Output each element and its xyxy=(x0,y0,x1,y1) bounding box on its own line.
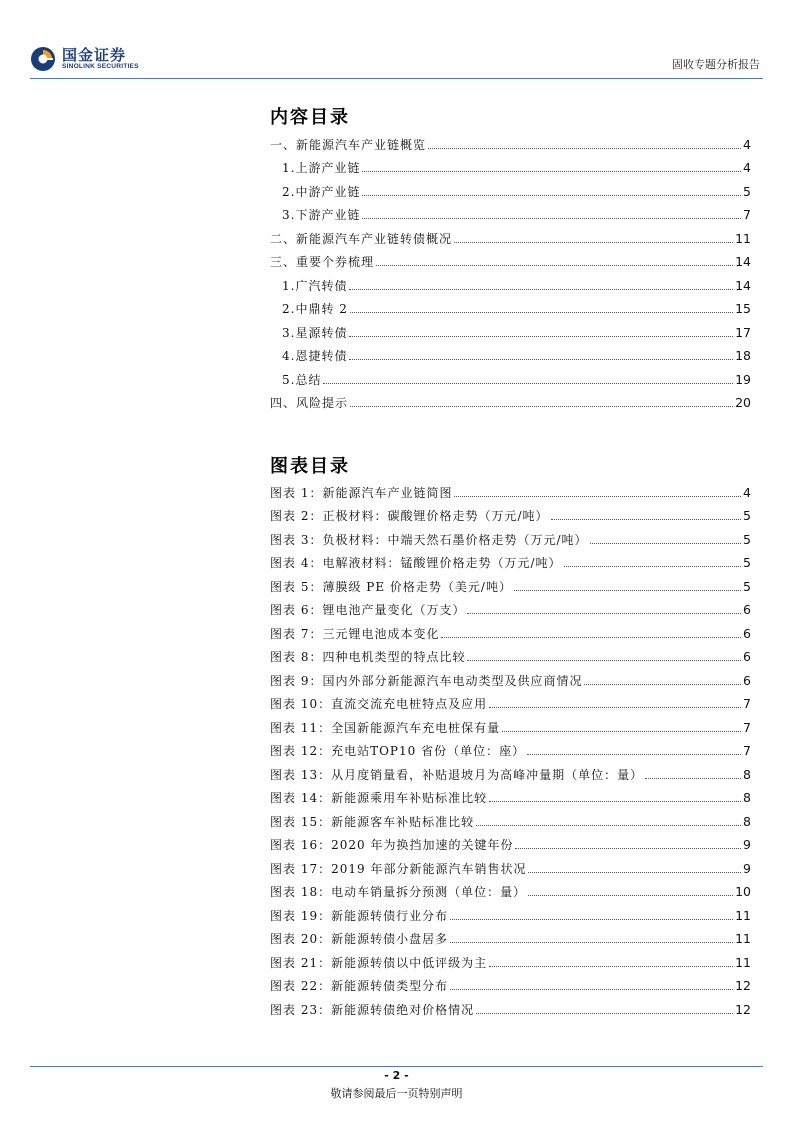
figure-entry-page[interactable]: 6 xyxy=(743,625,751,641)
figure-entry-title[interactable]: 图表 10：直流交流充电桩特点及应用 xyxy=(270,697,488,711)
contents-entry-page[interactable]: 18 xyxy=(735,348,751,363)
figure-entry[interactable] xyxy=(270,477,751,501)
figure-entry-page[interactable]: 9 xyxy=(743,837,751,852)
figure-entry[interactable] xyxy=(270,689,751,713)
figure-entry-title[interactable]: 图表 9：国内外部分新能源汽车电动类型及供应商情况 xyxy=(270,673,583,688)
company-logo xyxy=(30,45,139,73)
figure-entry-page[interactable]: 7 xyxy=(743,696,751,711)
dot-leader xyxy=(450,918,733,920)
figure-entry-page[interactable]: 5 xyxy=(743,555,751,570)
dot-leader xyxy=(450,988,733,990)
figure-entry[interactable] xyxy=(270,783,751,807)
figure-entry-page[interactable]: 6 xyxy=(743,672,751,688)
contents-entry[interactable] xyxy=(270,129,751,153)
figure-entry[interactable] xyxy=(270,947,751,971)
page-header xyxy=(0,0,793,84)
dot-leader xyxy=(349,288,733,290)
dot-leader xyxy=(489,800,741,802)
contents-entry[interactable] xyxy=(270,317,751,341)
contents-entry[interactable] xyxy=(270,176,751,200)
dot-leader xyxy=(590,542,742,544)
contents-entry[interactable] xyxy=(270,294,751,318)
dot-leader xyxy=(467,659,741,661)
contents-entry[interactable] xyxy=(270,364,751,388)
figure-entry[interactable] xyxy=(270,595,751,619)
dot-leader xyxy=(564,565,742,567)
contents-entry-title[interactable]: 一、新能源汽车产业链概览 xyxy=(270,137,427,152)
figure-entry[interactable] xyxy=(270,548,751,572)
dot-leader xyxy=(450,941,733,943)
contents-entry-title[interactable]: 2.中游产业链 xyxy=(282,184,361,199)
logo-english-name: SINOLINK SECURITIES xyxy=(62,63,139,70)
dot-leader xyxy=(489,965,733,967)
figure-entry[interactable] xyxy=(270,830,751,854)
contents-entry-page[interactable]: 19 xyxy=(735,371,751,387)
figure-entry-title[interactable]: 图表 7：三元锂电池成本变化 xyxy=(270,626,440,641)
figure-entry[interactable] xyxy=(270,571,751,595)
contents-entry-page[interactable]: 11 xyxy=(735,230,751,246)
figures-list xyxy=(270,477,751,1018)
contents-entry-title[interactable]: 二、新能源汽车产业链转债概况 xyxy=(270,231,453,246)
contents-title: 内容目录 xyxy=(270,107,350,128)
contents-list xyxy=(270,129,751,411)
dot-leader xyxy=(428,147,741,149)
figure-entry-title[interactable]: 图表 21：新能源转债以中低评级为主 xyxy=(270,955,488,970)
figure-entry-title[interactable]: 图表 14：新能源乘用车补贴标准比较 xyxy=(270,791,488,805)
dot-leader xyxy=(349,358,733,360)
contents-entry-page[interactable]: 14 xyxy=(735,277,751,293)
figure-entry-title[interactable]: 图表 1：新能源汽车产业链简图 xyxy=(270,485,453,500)
dot-leader xyxy=(441,636,741,638)
figure-entry-page[interactable]: 7 xyxy=(743,743,751,758)
contents-entry-title[interactable]: 2.中鼎转 2 xyxy=(282,302,348,316)
dot-leader xyxy=(476,824,741,826)
dot-leader xyxy=(376,264,733,266)
figure-entry-title[interactable]: 图表 17：2019 年部分新能源汽车销售状况 xyxy=(270,861,527,876)
dot-leader xyxy=(528,871,741,873)
dot-leader xyxy=(467,612,741,614)
dot-leader xyxy=(476,1012,733,1014)
dot-leader xyxy=(350,311,733,313)
figure-entry-title[interactable]: 图表 12：充电站TOP10 省份（单位：座） xyxy=(270,744,526,758)
contents-entry-title[interactable]: 5.总结 xyxy=(282,372,322,387)
figure-entry-title[interactable]: 图表 20：新能源转债小盘居多 xyxy=(270,932,449,946)
contents-entry[interactable] xyxy=(270,247,751,271)
report-type-label: 固收专题分析报告 xyxy=(672,58,760,71)
figure-entry-page[interactable]: 12 xyxy=(735,978,751,993)
contents-entry[interactable] xyxy=(270,223,751,247)
figure-entry-page[interactable]: 5 xyxy=(743,531,751,547)
figure-entry-page[interactable]: 12 xyxy=(735,1001,751,1017)
figure-entry-page[interactable]: 8 xyxy=(743,813,751,829)
figure-entry[interactable] xyxy=(270,665,751,689)
figure-entry-title[interactable]: 图表 16：2020 年为换挡加速的关键年份 xyxy=(270,838,514,852)
figures-title: 图表目录 xyxy=(270,456,350,477)
figure-entry-title[interactable]: 图表 15：新能源客车补贴标准比较 xyxy=(270,814,475,829)
contents-entry-page[interactable]: 5 xyxy=(743,183,751,199)
contents-entry-title[interactable]: 3.星源转债 xyxy=(282,325,348,340)
figure-entry[interactable] xyxy=(270,618,751,642)
figure-entry-title[interactable]: 图表 6：锂电池产量变化（万支） xyxy=(270,603,466,617)
dot-leader xyxy=(489,706,741,708)
contents-entry-title[interactable]: 4.恩捷转债 xyxy=(282,349,348,363)
figure-entry[interactable] xyxy=(270,736,751,760)
figure-entry[interactable] xyxy=(270,994,751,1018)
dot-leader xyxy=(362,170,741,172)
contents-entry-page[interactable]: 14 xyxy=(735,254,751,269)
figure-entry[interactable] xyxy=(270,712,751,736)
contents-entry-title[interactable]: 四、风险提示 xyxy=(270,396,349,410)
figure-entry-page[interactable]: 11 xyxy=(735,907,751,923)
figure-entry[interactable] xyxy=(270,853,751,877)
dot-leader xyxy=(584,683,741,685)
contents-entry[interactable] xyxy=(270,341,751,365)
dot-leader xyxy=(502,730,741,732)
contents-entry-page[interactable]: 7 xyxy=(743,207,751,222)
dot-leader xyxy=(515,847,741,849)
figure-entry-title[interactable]: 图表 2：正极材料：碳酸锂价格走势（万元/吨） xyxy=(270,509,549,523)
contents-entry-title[interactable]: 三、重要个券梳理 xyxy=(270,255,375,269)
figure-entry[interactable] xyxy=(270,806,751,830)
contents-entry-page[interactable]: 4 xyxy=(743,160,751,175)
figure-entry-title[interactable]: 图表 22：新能源转债类型分布 xyxy=(270,979,449,993)
figure-entry-page[interactable]: 6 xyxy=(743,602,751,617)
figure-entry-page[interactable]: 7 xyxy=(743,719,751,735)
dot-leader xyxy=(514,589,741,591)
figure-entry-page[interactable]: 6 xyxy=(743,649,751,664)
sinolink-logo-icon xyxy=(30,46,56,72)
contents-entry[interactable] xyxy=(270,200,751,224)
dot-leader xyxy=(362,194,741,196)
header-divider xyxy=(30,78,763,79)
figure-entry-page[interactable]: 8 xyxy=(743,766,751,782)
figure-entry[interactable] xyxy=(270,900,751,924)
dot-leader xyxy=(323,382,733,384)
contents-entry-title[interactable]: 1.广汽转债 xyxy=(282,278,348,293)
figure-entry-page[interactable]: 4 xyxy=(743,484,751,500)
figure-entry-page[interactable]: 5 xyxy=(743,508,751,523)
figure-entry-title[interactable]: 图表 8：四种电机类型的特点比较 xyxy=(270,650,466,664)
figure-entry-title[interactable]: 图表 13：从月度销量看，补贴退坡月为高峰冲量期（单位：量） xyxy=(270,767,644,782)
figure-entry-title[interactable]: 图表 11：全国新能源汽车充电桩保有量 xyxy=(270,720,501,735)
dot-leader xyxy=(454,241,733,243)
contents-entry-page[interactable]: 15 xyxy=(735,301,751,316)
contents-entry[interactable] xyxy=(270,270,751,294)
figure-entry-page[interactable]: 5 xyxy=(743,578,751,594)
dot-leader xyxy=(551,518,742,520)
figure-entry-page[interactable]: 11 xyxy=(735,954,751,970)
contents-entry[interactable] xyxy=(270,153,751,177)
figure-entry-page[interactable]: 8 xyxy=(743,790,751,805)
figure-entry-page[interactable]: 10 xyxy=(735,884,751,899)
figure-entry[interactable] xyxy=(270,642,751,666)
figure-entry[interactable] xyxy=(270,524,751,548)
footer-divider xyxy=(30,1066,763,1067)
dot-leader xyxy=(362,217,741,219)
figure-entry[interactable] xyxy=(270,924,751,948)
figure-entry-title[interactable]: 图表 5：薄膜级 PE 价格走势（美元/吨） xyxy=(270,579,512,594)
contents-entry-page[interactable]: 17 xyxy=(735,324,751,340)
footer-disclaimer: 敬请参阅最后一页特别声明 xyxy=(330,1087,463,1100)
figure-entry-page[interactable]: 9 xyxy=(743,860,751,876)
figure-entry-title[interactable]: 图表 23：新能源转债绝对价格情况 xyxy=(270,1002,475,1017)
dot-leader xyxy=(454,495,741,497)
contents-entry-page[interactable]: 20 xyxy=(735,395,751,410)
figure-entry[interactable] xyxy=(270,759,751,783)
figure-entry-title[interactable]: 图表 3：负极材料：中端天然石墨价格走势（万元/吨） xyxy=(270,532,588,547)
figure-entry[interactable] xyxy=(270,971,751,995)
figure-entry-title[interactable]: 图表 19：新能源转债行业分布 xyxy=(270,908,449,923)
page-number: - 2 - xyxy=(384,1069,409,1082)
dot-leader xyxy=(350,405,733,407)
contents-entry-title[interactable]: 1.上游产业链 xyxy=(282,161,361,175)
figure-entry-title[interactable]: 图表 4：电解液材料：锰酸锂价格走势（万元/吨） xyxy=(270,556,562,570)
figure-entry[interactable] xyxy=(270,877,751,901)
dot-leader xyxy=(527,753,741,755)
logo-chinese-name: 国金证券 xyxy=(62,46,127,64)
contents-entry-page[interactable]: 4 xyxy=(743,136,751,152)
figure-entry-page[interactable]: 11 xyxy=(735,931,751,946)
figure-entry-title[interactable]: 图表 18：电动车销量拆分预测（单位：量） xyxy=(270,885,527,899)
dot-leader xyxy=(528,894,733,896)
contents-entry[interactable] xyxy=(270,388,751,412)
contents-entry-title[interactable]: 3.下游产业链 xyxy=(282,208,361,222)
dot-leader xyxy=(645,777,741,779)
figure-entry[interactable] xyxy=(270,501,751,525)
dot-leader xyxy=(349,335,733,337)
